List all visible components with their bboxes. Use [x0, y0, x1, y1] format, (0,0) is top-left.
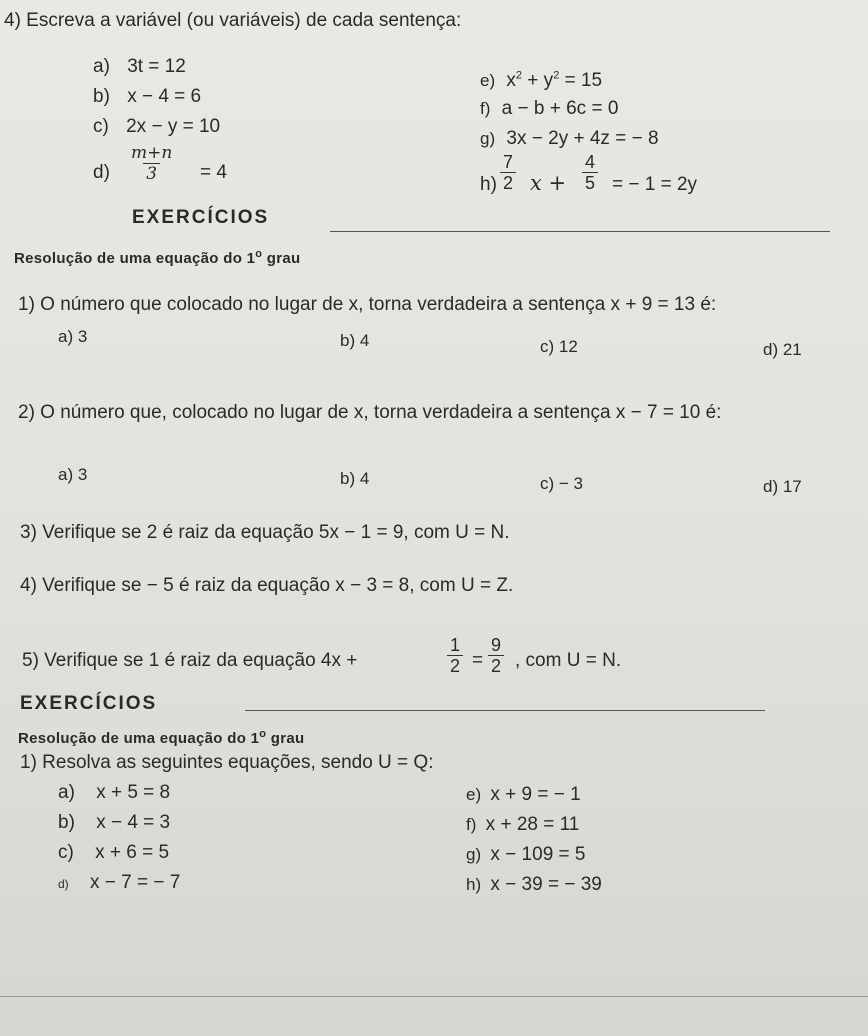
- q2-option-b: b) 4: [340, 469, 370, 488]
- item-label: g): [466, 845, 482, 864]
- s4-item-a: [93, 56, 186, 78]
- numerator: 1: [450, 635, 461, 655]
- subheading-text: Resolução de uma equação do 1: [14, 250, 256, 267]
- item-label: e): [466, 785, 482, 804]
- b2-item-g: [466, 844, 585, 866]
- q5-fraction1: [447, 635, 463, 676]
- block2-instruction: 1) Resolva as seguintes equações, sendo U = Q:: [20, 752, 434, 773]
- item-expr: x + 6 = 5: [95, 842, 170, 863]
- q2-option-d: d) 17: [763, 477, 802, 496]
- q1-option-c: c) 12: [540, 337, 578, 356]
- denominator: 2: [488, 655, 504, 676]
- question-2: 2) O número que, colocado no lugar de x, torna verdadeira a sentença x − 7 = 10 é:: [18, 402, 722, 423]
- item-expr: 2x − y = 10: [126, 116, 221, 137]
- section4-title: 4) Escreva a variável (ou variáveis) de cada sentença:: [4, 10, 462, 31]
- item-label: d): [58, 877, 69, 891]
- item-label: a): [93, 56, 110, 77]
- question-1: 1) O número que colocado no lugar de x, torna verdadeira a sentença x + 9 = 13 é:: [18, 294, 717, 315]
- s4-item-b: [93, 86, 201, 108]
- item-expr: x − 4 = 6: [127, 86, 202, 107]
- s4-item-h-fraction2: [582, 152, 598, 193]
- s4-item-h-fraction1: [500, 152, 516, 193]
- question-3: 3) Verifique se 2 é raiz da equação 5x − 1 = 9, com U = N.: [20, 522, 510, 543]
- q5-post: , com U = N.: [515, 650, 622, 671]
- numerator: 7: [503, 152, 514, 172]
- item-expr-mid: + y: [522, 70, 554, 91]
- page-fold-line: [0, 996, 868, 997]
- heading-rule: [330, 231, 830, 232]
- item-expr: x − 4 = 3: [96, 812, 171, 833]
- denominator: 5: [582, 172, 598, 193]
- item-expr: x − 39 = − 39: [490, 874, 602, 895]
- block2-subheading: [18, 728, 304, 750]
- question-4: 4) Verifique se − 5 é raiz da equação x − 3 = 8, com U = Z.: [20, 575, 514, 596]
- s4-item-h-label: h): [480, 174, 497, 195]
- b2-item-c: [58, 842, 169, 864]
- q1-option-a: a) 3: [58, 327, 88, 346]
- b2-item-e: [466, 784, 581, 806]
- s4-item-g: [480, 128, 659, 150]
- subheading-text: grau: [262, 250, 301, 267]
- s4-item-h-var: x +: [530, 171, 567, 195]
- item-expr-pre: x: [506, 70, 516, 91]
- s4-item-h-rest: = − 1 = 2y: [612, 174, 698, 195]
- subheading-text: Resolução de uma equação do 1: [18, 730, 260, 747]
- numerator: m+n: [131, 143, 173, 163]
- q5-equals: =: [472, 650, 484, 671]
- denominator: 2: [447, 655, 463, 676]
- item-label: b): [93, 86, 110, 107]
- item-expr: x − 109 = 5: [490, 844, 586, 865]
- s4-item-d-label: d): [93, 162, 110, 183]
- block1-heading: EXERCÍCIOS: [132, 207, 270, 228]
- item-expr-post: = 15: [559, 70, 603, 91]
- question-5-pre: 5) Verifique se 1 é raiz da equação 4x +: [22, 650, 358, 671]
- item-label: g): [480, 129, 496, 148]
- item-expr: x + 28 = 11: [485, 814, 580, 835]
- item-label: f): [480, 99, 491, 118]
- b2-item-b: [58, 812, 170, 834]
- exponent: 2: [515, 69, 523, 82]
- item-expr: x + 9 = − 1: [490, 784, 581, 805]
- heading-rule: [245, 710, 765, 711]
- item-expr: 3x − 2y + 4z = − 8: [506, 128, 659, 149]
- item-label: h): [466, 875, 482, 894]
- s4-item-f: [480, 98, 618, 120]
- item-label: c): [93, 116, 109, 137]
- s4-item-e: [480, 70, 602, 92]
- item-label: e): [480, 71, 496, 90]
- b2-item-h: [466, 874, 602, 896]
- q5-fraction2: [488, 635, 504, 676]
- denominator: 3: [143, 163, 160, 184]
- numerator: 4: [585, 152, 596, 172]
- b2-item-f: [466, 814, 579, 836]
- q2-option-c: c) − 3: [540, 474, 583, 493]
- item-expr: a − b + 6c = 0: [501, 98, 619, 119]
- item-label: f): [466, 815, 477, 834]
- degree-mark: o: [259, 728, 267, 740]
- exponent: 2: [553, 69, 560, 82]
- s4-item-d-fraction: [128, 143, 175, 184]
- numerator: 9: [491, 635, 502, 655]
- block2-heading: EXERCÍCIOS: [20, 693, 158, 714]
- item-label: b): [58, 812, 75, 833]
- degree-mark: o: [255, 248, 263, 260]
- item-expr: x + 5 = 8: [96, 782, 171, 803]
- q1-option-d: d) 21: [763, 340, 802, 359]
- s4-item-c: [93, 116, 220, 138]
- denominator: 2: [500, 172, 516, 193]
- q1-option-b: b) 4: [340, 331, 370, 350]
- b2-item-a: [58, 782, 170, 804]
- subheading-text: grau: [266, 730, 305, 747]
- item-label: a): [58, 782, 75, 803]
- s4-item-d-rest: = 4: [200, 162, 227, 183]
- item-label: c): [58, 842, 74, 863]
- block1-subheading: [14, 248, 300, 270]
- item-expr: 3t = 12: [127, 56, 186, 77]
- q2-option-a: a) 3: [58, 465, 88, 484]
- b2-item-d: [58, 872, 180, 895]
- item-expr: x − 7 = − 7: [89, 872, 181, 893]
